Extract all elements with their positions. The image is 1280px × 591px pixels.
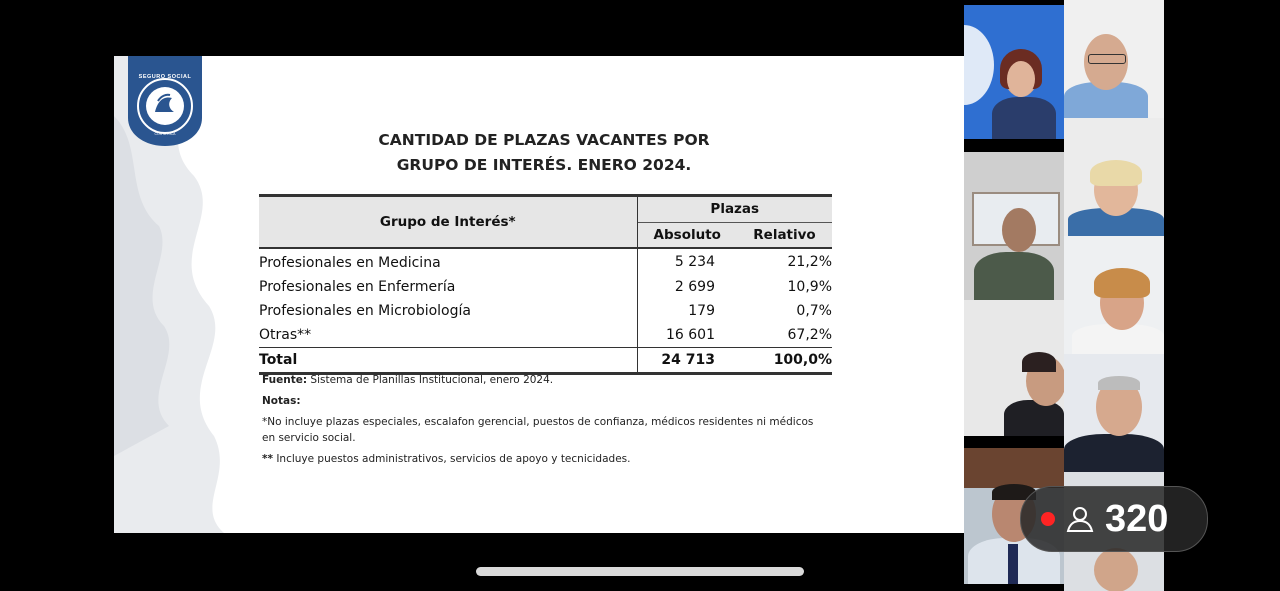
person-icon <box>1065 504 1095 534</box>
header-plazas: Plazas <box>637 196 832 223</box>
total-absoluto: 24 713 <box>637 348 737 374</box>
row-relativo: 0,7% <box>796 303 832 319</box>
total-label: Total <box>259 348 637 374</box>
row-absoluto: 5 234 <box>637 248 737 275</box>
row-grupo: Profesionales en Medicina <box>259 255 441 271</box>
participant-video-tile[interactable] <box>1064 354 1164 472</box>
fuente-label: Fuente: <box>262 374 308 386</box>
table-row <box>259 248 832 275</box>
participant-video-tile[interactable] <box>964 152 1064 300</box>
title-line-2: GRUPO DE INTERÉS. ENERO 2024. <box>396 156 692 174</box>
row-grupo: Otras** <box>259 327 312 343</box>
header-grupo: Grupo de Interés* <box>259 196 637 249</box>
slide-title <box>334 128 754 178</box>
seguro-social-logo <box>128 56 202 146</box>
fuente-note <box>262 372 822 388</box>
participant-video-tile[interactable] <box>1064 0 1164 118</box>
row-grupo: Profesionales en Enfermería <box>259 279 456 295</box>
title-line-1: CANTIDAD DE PLAZAS VACANTES POR <box>378 131 710 149</box>
table-row <box>259 323 832 348</box>
logo-subtext: COSTA RICA <box>154 132 176 136</box>
participant-video-tile[interactable] <box>964 300 1064 436</box>
row-absoluto: 179 <box>637 299 737 323</box>
notas-label: Notas: <box>262 395 301 407</box>
note-1: *No incluye plazas especiales, escalafon gerencial, puestos de confianza, médicos residentes ni médicos en servicio social. <box>262 416 814 444</box>
row-absoluto: 16 601 <box>637 323 737 348</box>
total-relativo: 100,0% <box>737 348 832 374</box>
header-relativo: Relativo <box>737 222 832 248</box>
note-2-mark: ** <box>262 453 273 465</box>
fuente-text: Sistema de Planillas Institucional, enero 2024. <box>307 374 554 386</box>
table-total-row <box>259 348 832 374</box>
row-relativo: 10,9% <box>787 279 832 295</box>
participant-video-tile[interactable] <box>1064 236 1164 354</box>
viewer-count-badge[interactable] <box>1020 486 1208 552</box>
row-relativo: 21,2% <box>787 254 832 270</box>
row-grupo: Profesionales en Microbiología <box>259 303 471 319</box>
participant-video-tile[interactable] <box>964 5 1064 139</box>
row-absoluto: 2 699 <box>637 275 737 299</box>
note-2 <box>262 451 822 467</box>
table-row <box>259 275 832 299</box>
vacancies-table <box>259 194 832 375</box>
row-relativo: 67,2% <box>787 327 832 343</box>
logo-text: SEGURO SOCIAL <box>138 74 192 80</box>
live-indicator-icon <box>1041 512 1055 526</box>
slide-notes <box>262 372 822 472</box>
participant-video-tile[interactable] <box>1064 118 1164 236</box>
presentation-slide <box>114 56 964 533</box>
home-indicator-bar[interactable] <box>476 567 804 576</box>
note-2-text: Incluye puestos administrativos, servicios de apoyo y tecnicidades. <box>272 453 631 465</box>
viewer-count: 320 <box>1105 498 1169 540</box>
table-row <box>259 299 832 323</box>
header-absoluto: Absoluto <box>637 222 737 248</box>
